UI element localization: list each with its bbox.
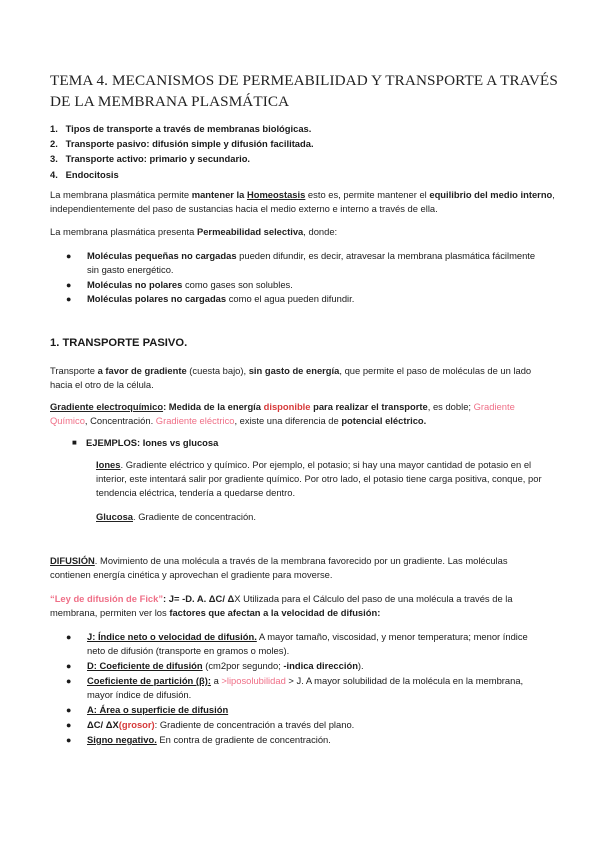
text-run: esto es, permite mantener el	[305, 189, 430, 200]
text-run: , es doble;	[427, 401, 474, 412]
topic-text: Transporte pasivo: difusión simple y difusión facilitada.	[65, 138, 314, 150]
fick-law-paragraph	[50, 592, 548, 620]
topic-item	[50, 167, 314, 182]
section-heading: 1. TRANSPORTE PASIVO.	[50, 337, 188, 349]
text-run: Signo negativo.	[87, 734, 157, 745]
text-run: ).	[357, 660, 364, 671]
text-run: A mayor tamaño, viscosidad, y menor temperatura; menor índice neto de difusión (transporte en gramos o moles).	[87, 631, 528, 657]
text-run: pueden difundir, es decir, atravesar la membrana plasmática fácilmente sin gasto energético.	[87, 250, 536, 276]
text-run: como gases son solubles.	[182, 279, 293, 290]
text-run: , que permite el paso de moléculas de un lado hacia el otro de la célula.	[50, 365, 532, 391]
diffusion-paragraph	[50, 554, 546, 582]
bullet-icon: ●	[66, 280, 72, 290]
text-run: Moléculas no polares	[87, 279, 183, 290]
bullet-icon: ●	[66, 294, 72, 304]
text-run: Gradiente eléctrico	[155, 415, 235, 427]
text-run: , existe una diferencia de	[234, 415, 342, 427]
square-bullet-icon: ■	[72, 438, 77, 447]
list-item	[66, 249, 543, 277]
text-run: J: Índice neto o velocidad de difusión.	[87, 631, 257, 642]
list-item	[66, 278, 543, 292]
text-run: Transporte	[50, 365, 98, 376]
text-run: equilibrio del medio interno	[429, 189, 553, 200]
text-run: -indica dirección	[283, 660, 358, 671]
bullet-icon: ●	[66, 251, 72, 261]
text-run: : Medida de la energía	[163, 401, 264, 412]
list-item	[66, 674, 543, 702]
text-run: mantener la	[191, 189, 247, 200]
topic-text: Transporte activo: primario y secundario.	[65, 153, 251, 165]
topic-number: 4.	[50, 168, 58, 180]
text-run: DIFUSIÓN	[50, 555, 95, 566]
text-run: : Gradiente de concentración a través del plano.	[154, 719, 355, 730]
topic-text: Tipos de transporte a través de membranas biológicas.	[65, 123, 312, 134]
passive-transport-paragraph	[50, 364, 545, 392]
text-run: ΔC/ ΔX	[87, 719, 119, 730]
page-title: TEMA 4. MECANISMOS DE PERMEABILIDAD Y TRANSPORTE A TRAVÉS DE LA MEMBRANA PLASMÁTICA	[50, 72, 558, 110]
topic-item	[50, 136, 314, 151]
intro-paragraph	[50, 188, 555, 216]
text-run: Permeabilidad selectiva	[196, 226, 304, 237]
text-run: Moléculas polares no cargadas	[87, 293, 227, 304]
text-run: , independientemente del paso de sustancias hacia el medio externo e interno a través de ella.	[50, 189, 555, 215]
bullet-icon: ●	[66, 661, 72, 671]
bullet-icon: ●	[66, 676, 72, 686]
bullet-icon: ●	[66, 705, 72, 715]
text-run: , Concentración.	[84, 415, 156, 427]
text-run: :	[163, 593, 169, 604]
text-run: D: Coeficiente de difusión	[87, 660, 203, 671]
text-run: “Ley de difusión de Fick”	[50, 593, 164, 604]
text-run: X Utilizada para el Cálculo del paso de una molécula a través de la membrana, permiten ver los	[50, 593, 513, 619]
text-run: (grosor)	[118, 719, 155, 730]
text-run: disponible	[263, 401, 311, 412]
text-run: a favor de gradiente	[97, 365, 187, 376]
text-run: A: Área o superficie de difusión	[87, 704, 229, 715]
text-run: a	[210, 675, 222, 686]
text-run: sin gasto de energía	[248, 365, 340, 376]
text-run: J= -D. A. ΔC/ Δ	[168, 593, 235, 604]
topic-item	[50, 151, 314, 166]
topic-number: 2.	[50, 138, 58, 150]
text-run: Gradiente Químico	[50, 401, 515, 427]
list-item	[66, 630, 543, 658]
text-run: . Gradiente de concentración.	[133, 511, 256, 522]
list-item	[66, 292, 543, 306]
text-run: factores que afectan a la velocidad de difusión:	[169, 607, 381, 619]
list-item	[66, 718, 543, 732]
text-run: (cm2por segundo;	[202, 660, 284, 671]
list-item	[66, 703, 543, 717]
topic-list	[50, 121, 314, 182]
topic-text: Endocitosis	[65, 168, 119, 180]
text-run: Coeficiente de partición (β):	[87, 675, 211, 686]
topic-number: 1.	[50, 123, 58, 134]
text-run: > J. A mayor solubilidad de la molécula en la membrana, mayor índice de difusión.	[87, 675, 524, 701]
gradient-paragraph	[50, 400, 545, 428]
topic-item	[50, 121, 314, 136]
text-run: EJEMPLOS: Iones vs glucosa	[86, 437, 219, 448]
examples-item	[72, 436, 542, 450]
ions-paragraph	[96, 458, 548, 501]
text-run: , donde:	[303, 226, 338, 237]
text-run: Gradiente electroquímico	[50, 401, 164, 412]
bullet-icon: ●	[66, 735, 72, 745]
text-run: Moléculas pequeñas no cargadas	[87, 250, 237, 261]
list-item	[66, 659, 543, 673]
list-item	[66, 733, 543, 747]
text-run: . Movimiento de una molécula a través de la membrana favorecido por un gradiente. Las moléculas contienen energía cinética y aprovechan el gradiente para moverse.	[50, 555, 508, 581]
text-run: (cuesta bajo),	[186, 365, 249, 376]
bullet-icon: ●	[66, 720, 72, 730]
text-run: En contra de gradiente de concentración.	[156, 734, 331, 745]
text-run: para realizar el transporte	[310, 401, 428, 412]
bullet-icon: ●	[66, 632, 72, 642]
text-run: Iones	[96, 459, 121, 470]
glucose-paragraph	[96, 510, 546, 524]
text-run: . Gradiente eléctrico y químico. Por ejemplo, el potasio; si hay una mayor cantidad de potasio en el interior, este intentará salir por gradiente químico. Por otro lado, el potasio tiene carga positiva, conque, por tendencia eléctrica, tendería a quedarse dentro.	[96, 459, 542, 499]
text-run: como el agua pueden difundir.	[226, 293, 355, 304]
text-run: La membrana plasmática permite	[50, 189, 192, 200]
topic-number: 3.	[50, 153, 58, 165]
text-run: Glucosa	[96, 511, 133, 522]
text-run: La membrana plasmática presenta	[50, 226, 197, 237]
permeability-paragraph	[50, 225, 550, 239]
text-run: >liposolubilidad	[221, 675, 286, 686]
text-run: potencial eléctrico.	[341, 415, 427, 427]
text-run: Homeostasis	[246, 189, 306, 200]
